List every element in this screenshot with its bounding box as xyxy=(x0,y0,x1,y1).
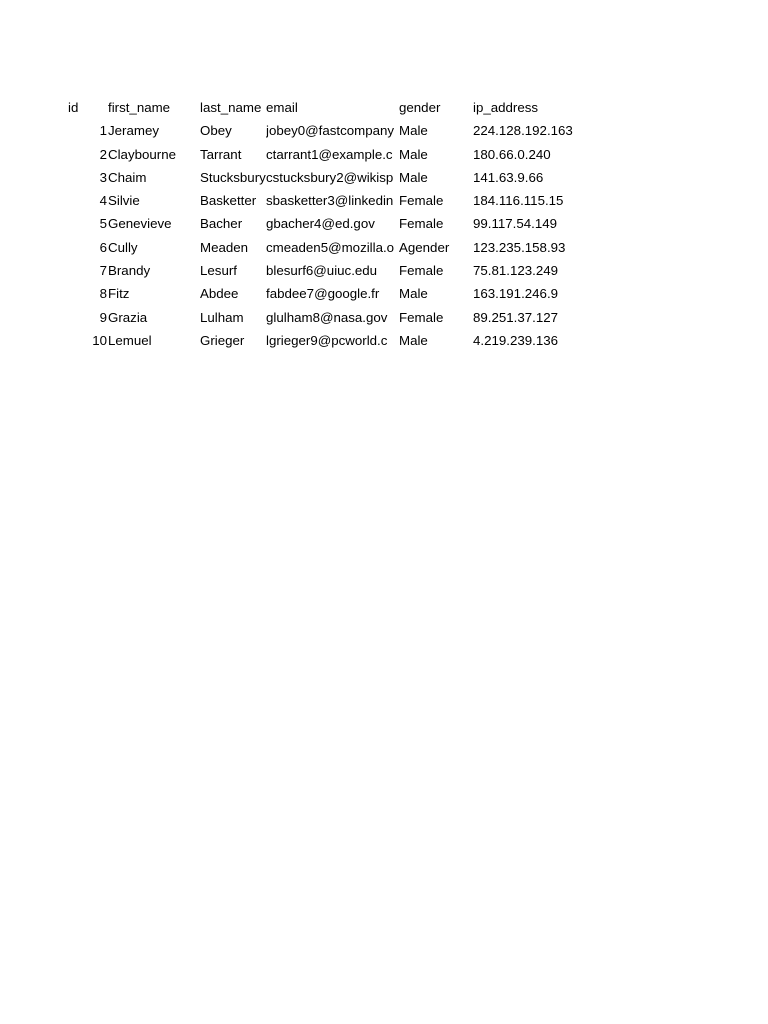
cell-first-name: Genevieve xyxy=(108,216,172,232)
table-row xyxy=(68,329,593,352)
cell-last-name: Abdee xyxy=(200,286,239,302)
cell-email: ctarrant1@example.c xyxy=(266,146,393,162)
table-row xyxy=(68,143,593,166)
header-ip-address: ip_address xyxy=(473,100,539,115)
cell-id: 3 xyxy=(99,169,107,185)
cell-id: 1 xyxy=(99,123,107,139)
table-body xyxy=(68,119,593,352)
table-row xyxy=(68,282,593,305)
table-row xyxy=(68,212,593,235)
cell-ip-address: 4.219.239.136 xyxy=(473,332,559,348)
table-row xyxy=(68,236,593,259)
header-row xyxy=(68,96,593,119)
cell-last-name: Obey xyxy=(200,123,232,139)
table-row xyxy=(68,259,593,282)
cell-gender: Male xyxy=(399,169,428,185)
cell-email: glulham8@nasa.gov xyxy=(266,309,388,325)
cell-gender: Female xyxy=(399,193,444,209)
cell-first-name: Claybourne xyxy=(108,146,177,162)
cell-id: 8 xyxy=(99,286,107,302)
header-gender: gender xyxy=(399,100,441,115)
cell-ip-address: 75.81.123.249 xyxy=(473,263,559,279)
cell-id: 4 xyxy=(99,193,107,209)
cell-last-name: Stucksbury xyxy=(200,169,266,185)
cell-id: 2 xyxy=(99,146,107,162)
table-row xyxy=(68,166,593,189)
cell-first-name: Chaim xyxy=(108,169,147,185)
cell-gender: Male xyxy=(399,123,428,139)
cell-first-name: Silvie xyxy=(108,193,140,209)
cell-ip-address: 184.116.115.15 xyxy=(473,193,564,209)
cell-last-name: Lesurf xyxy=(200,263,237,279)
cell-first-name: Lemuel xyxy=(108,332,152,348)
cell-ip-address: 224.128.192.163 xyxy=(473,123,573,139)
header-first-name: first_name xyxy=(108,100,171,115)
header-last-name: last_name xyxy=(200,100,262,115)
cell-email: gbacher4@ed.gov xyxy=(266,216,375,232)
cell-last-name: Bacher xyxy=(200,216,243,232)
cell-ip-address: 99.117.54.149 xyxy=(473,216,558,232)
cell-ip-address: 123.235.158.93 xyxy=(473,239,566,255)
table-row xyxy=(68,189,593,212)
cell-first-name: Brandy xyxy=(108,263,151,279)
cell-id: 7 xyxy=(99,263,107,279)
cell-email: cstucksbury2@wikisp xyxy=(266,169,394,185)
cell-gender: Agender xyxy=(399,239,450,255)
cell-ip-address: 180.66.0.240 xyxy=(473,146,551,162)
cell-id: 9 xyxy=(99,309,107,325)
table-row xyxy=(68,306,593,329)
cell-ip-address: 163.191.246.9 xyxy=(473,286,559,302)
cell-first-name: Jeramey xyxy=(108,123,159,139)
cell-id: 10 xyxy=(92,332,107,348)
cell-id: 6 xyxy=(99,239,107,255)
cell-first-name: Grazia xyxy=(108,309,148,325)
cell-last-name: Meaden xyxy=(200,239,249,255)
cell-ip-address: 141.63.9.66 xyxy=(473,169,544,185)
spreadsheet-sheet xyxy=(68,96,593,352)
cell-gender: Female xyxy=(399,216,444,232)
cell-gender: Female xyxy=(399,263,444,279)
cell-last-name: Lulham xyxy=(200,309,244,325)
cell-gender: Male xyxy=(399,332,428,348)
cell-gender: Female xyxy=(399,309,444,325)
cell-first-name: Fitz xyxy=(108,286,130,302)
header-id: id xyxy=(68,100,79,115)
cell-last-name: Grieger xyxy=(200,332,245,348)
header-email: email xyxy=(266,100,298,115)
cell-email: sbasketter3@linkedin xyxy=(266,193,394,209)
table-row xyxy=(68,119,593,142)
cell-gender: Male xyxy=(399,286,428,302)
cell-email: fabdee7@google.fr xyxy=(266,286,380,302)
cell-email: jobey0@fastcompany xyxy=(266,123,395,139)
data-table xyxy=(68,96,593,352)
cell-last-name: Tarrant xyxy=(200,146,242,162)
cell-id: 5 xyxy=(99,216,107,232)
cell-ip-address: 89.251.37.127 xyxy=(473,309,559,325)
cell-last-name: Basketter xyxy=(200,193,257,209)
cell-email: lgrieger9@pcworld.c xyxy=(266,332,388,348)
cell-first-name: Cully xyxy=(108,239,138,255)
cell-email: blesurf6@uiuc.edu xyxy=(266,263,378,279)
cell-gender: Male xyxy=(399,146,428,162)
cell-email: cmeaden5@mozilla.o xyxy=(266,239,395,255)
